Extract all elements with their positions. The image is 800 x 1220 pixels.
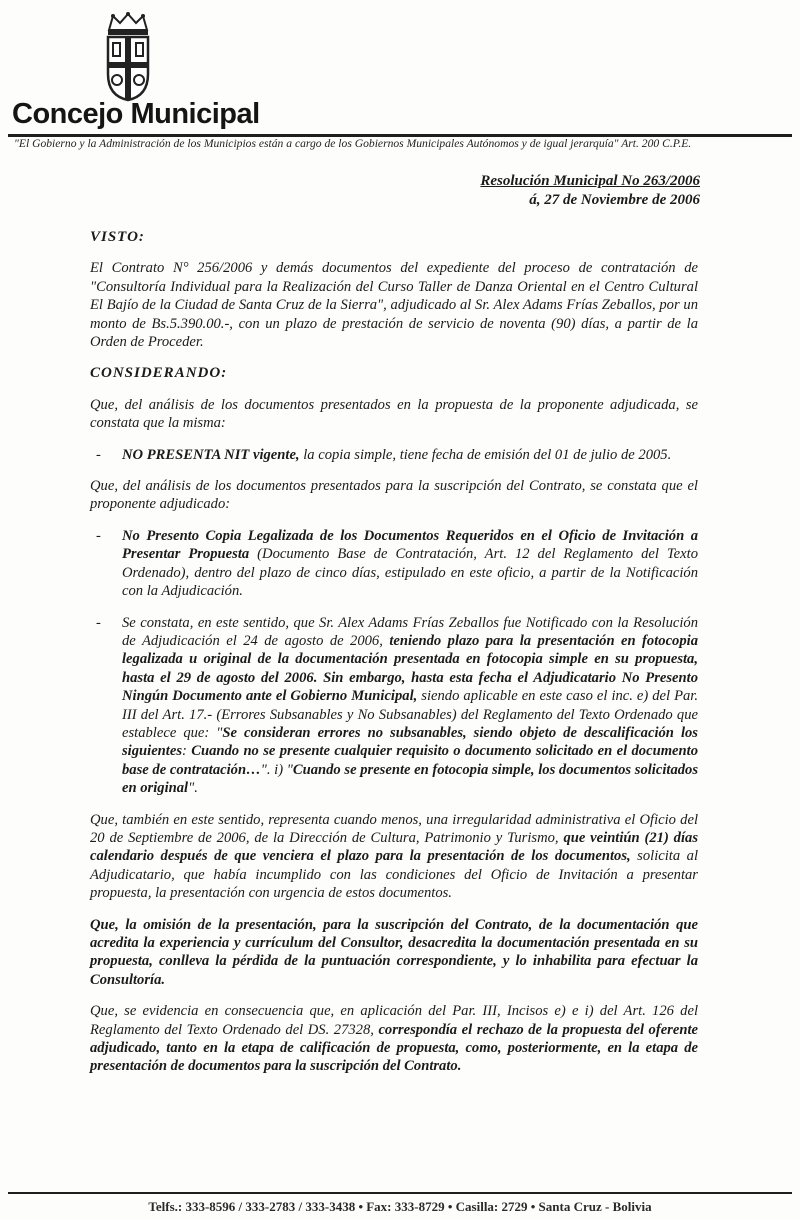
- page-title: Concejo Municipal: [12, 98, 260, 130]
- list-item: - NO PRESENTA NIT vigente, la copia simple, tiene fecha de emisión del 01 de julio de 2005.: [96, 446, 672, 463]
- resolution-number: Resolución Municipal No 263/2006: [480, 173, 700, 189]
- list-item: - Se constata, en este sentido, que Sr. Alex Adams Frías Zeballos fue Notificado con la Resolución de Adjudicación el 24 de agosto de 2006, teniendo plazo para la presentación en fotocopia legalizada u original de la documentación presentada en fotocopia simple en su propuesta, hasta el 29 de agosto del 2006. Sin embargo, hasta esta fecha el Adjudicatario No Presento Ningún Documento ante el Gobierno Municipal, siendo aplicable en este caso el inc. e) del Par. III del Art. 17.- (Errores Subsanables y No Subsanables) del Reglamento del Texto Ordenado que establece que: "Se consideran errores no subsanables, siendo objeto de descalificación los siguientes: Cuando no se presente cualquier requisito o documento solicitado en el documento base de contratación…". i) "Cuando se presente en fotocopia simple, los documentos solicitados en original".: [96, 614, 699, 797]
- considerando-paragraph-2: Que, del análisis de los documentos presentados para la suscripción del Contrato, se constata que el proponente adjudicado:: [90, 478, 698, 513]
- document-body: [90, 228, 698, 1089]
- list-item: - No Presento Copia Legalizada de los Documentos Requeridos en el Oficio de Invitación a Presentar Propuesta (Documento Base de Contratación, Art. 12 del Reglamento del Texto Ordenado), dentro del plazo de cinco días, estipulado en este oficio, a partir de la Notificación con la Adjudicación.: [96, 527, 698, 600]
- considerando-paragraph-4: Que, la omisión de la presentación, para la suscripción del Contrato, de la documentación que acredita la experiencia y currículum del Consultor, desacredita la documentación presentada en su propuesta, conlleva la pérdida de la puntuación correspondiente, y lo inhabilita para efectuar la Consultoría.: [90, 916, 698, 988]
- footer-divider: [8, 1192, 792, 1194]
- header-motto: "El Gobierno y la Administración de los Municipios están a cargo de los Gobiernos Municipales Autónomos y de igual jerarquía" Art. 200 C.P.E.: [14, 137, 692, 150]
- considerando-heading: CONSIDERANDO:: [90, 365, 228, 382]
- resolution-block: [480, 172, 700, 210]
- footer-contact: Telfs.: 333-8596 / 333-2783 / 333-3438 • Fax: 333-8729 • Casilla: 2729 • Santa Cruz - Bolivia: [148, 1199, 652, 1214]
- municipal-crest-icon: [103, 12, 153, 102]
- resolution-date: á, 27 de Noviembre de 2006: [529, 192, 700, 208]
- considerando-paragraph-3: Que, también en este sentido, representa cuando menos, una irregularidad administrativa el Oficio del 20 de Septiembre de 2006, de la Dirección de Cultura, Patrimonio y Turismo, que veintiún (21) días calendario después de que venciera el plazo para la presentación de los documentos, solicita al Adjudicatario, que había incumplido con las condiciones del Oficio de Invitación a presentar propuesta, la presentación con urgencia de estos documentos.: [90, 811, 698, 902]
- considerando-paragraph-5: Que, se evidencia en consecuencia que, en aplicación del Par. III, Incisos e) e i) del Art. 126 del Reglamento del Texto Ordenado del DS. 27328, correspondía el rechazo de la propuesta del oferente adjudicado, tanto en la etapa de calificación de propuesta, como, posteriormente, en la etapa de presentación de documentos para la suscripción del Contrato.: [90, 1003, 698, 1075]
- visto-heading: VISTO:: [90, 229, 145, 245]
- visto-paragraph: El Contrato N° 256/2006 y demás documentos del expediente del proceso de contratación de "Consultoría Individual para la Realización del Curso Taller de Danza Oriental en el Centro Cultural El Bajío de la Ciudad de Santa Cruz de la Sierra", adjudicado al Sr. Alex Adams Frías Zeballos, por un monto de Bs.5.390.00.-, con un plazo de prestación de servicio de noventa (90) días, a partir de la Orden de Proceder.: [90, 260, 698, 351]
- considerando-paragraph-1: Que, del análisis de los documentos presentados en la propuesta de la proponente adjudicada, se constata que la misma:: [90, 396, 698, 432]
